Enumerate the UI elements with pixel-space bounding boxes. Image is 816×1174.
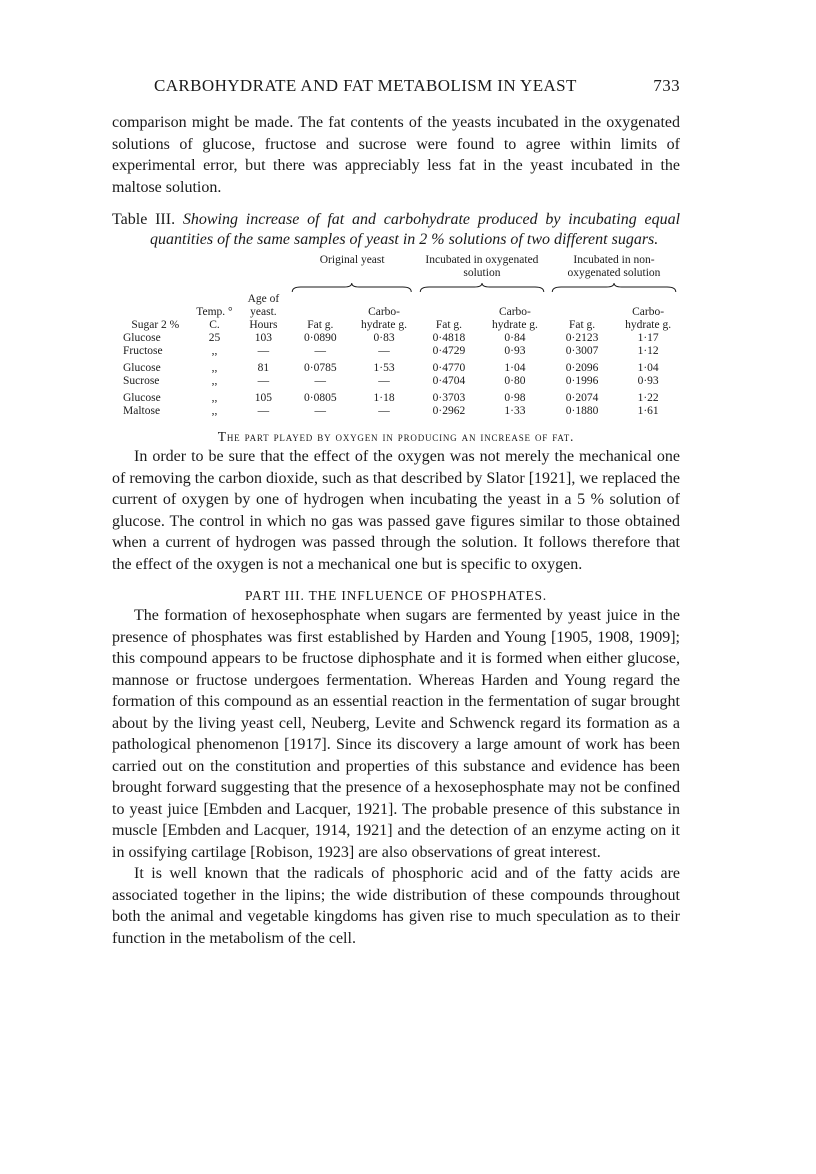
table-cell: 1·17 (637, 332, 659, 344)
table-cell: Glucose (123, 392, 161, 404)
table-cell: 0·3703 (432, 392, 466, 404)
table-cell: 81 (257, 362, 270, 374)
table-cell: 1·61 (637, 405, 659, 417)
brace-oxygenated (419, 282, 545, 293)
table-cell: — (314, 375, 327, 387)
table-body (120, 332, 680, 418)
table-cell: 25 (208, 332, 221, 344)
table-cell: 1·18 (373, 392, 395, 404)
table-cell: 0·2096 (565, 362, 599, 374)
col-carbo-original: Carbo-hydrate g. (361, 306, 408, 331)
table-cell: 1·53 (373, 362, 395, 374)
group-non-oxygenated: Incubated in non-oxygenated solution (567, 254, 661, 279)
table-column-header-row (120, 293, 680, 332)
brace-original (291, 282, 412, 293)
table-cell: 105 (254, 392, 273, 404)
table-cell: 103 (254, 332, 273, 344)
page-number: 733 (653, 76, 680, 95)
table-cell: 0·1996 (565, 375, 599, 387)
table-cell: — (257, 405, 270, 417)
col-carbo-non-oxygenated: Carbo-hydrate g. (625, 306, 672, 331)
section-heading-oxygen: The part played by oxygen in producing an increase of fat. (217, 429, 575, 444)
table-cell: 0·2962 (432, 405, 466, 417)
table-cell: 0·4704 (432, 375, 466, 387)
table-cell: 0·93 (504, 345, 526, 357)
group-oxygenated: Incubated in oxygenated solution (425, 254, 539, 279)
paragraph-3: The formation of hexosephosphate when sugars are fermented by yeast juice in the presence of phosphates was first established by Harden and Young [1905, 1908, 1909]; this compound appears to be fructose diphosphate and it is formed when either glucose, mannose or fructose undergoes fermentation. Whereas Harden and Young regard the formation of this compound as an essential reaction in the fermentation of sugar brought about by the living yeast cell, Neuberg, Levite and Schwenck regard its formation as a pathological phenomenon [1917]. Since its discovery a large amount of work has been carried out on the constitution and properties of this substance and evidence has been brought forward suggesting that the presence of a hexosephosphate may not be confined to yeast juice [Embden and Lacquer, 1921]. The probable presence of this substance in muscle [Embden and Lacquer, 1914, 1921] and the detection of an enzyme acting on it in ossifying cartilage [Robison, 1923] are also observations of great interest. (112, 607, 680, 861)
table-caption (112, 210, 680, 250)
table-cell: 0·98 (504, 392, 526, 404)
table-cell: 0·4770 (432, 362, 466, 374)
table-row (120, 332, 680, 345)
table-cell: — (314, 405, 327, 417)
table-cell: — (257, 345, 270, 357)
table-row (120, 388, 680, 405)
part-iii-heading: PART III. THE INFLUENCE OF PHOSPHATES. (244, 588, 547, 603)
table-cell: 0·83 (373, 332, 395, 344)
table-cell: 0·4818 (432, 332, 466, 344)
table-cell: 1·22 (637, 392, 659, 404)
table-cell: ,, (211, 362, 218, 374)
paragraph-2: In order to be sure that the effect of the oxygen was not merely the mechanical one of removing the carbon dioxide, such as that described by Slator [1921], we replaced the current of oxygen by one of hydrogen when incubating the yeast in a 5 % solution of glucose. The control in which no gas was passed gave figures similar to those obtained when a current of hydrogen was passed through the solution. It follows therefore that the effect of the oxygen is not a mechanical one but is specific to oxygen. (112, 448, 680, 573)
brace-non-oxygenated (551, 282, 677, 293)
table-cell: Glucose (123, 332, 161, 344)
brace-row (120, 280, 680, 293)
table-cell: 0·2074 (565, 392, 599, 404)
table-cell: 1·04 (637, 362, 659, 374)
table-cell: 0·2123 (565, 332, 599, 344)
col-fat-non-oxygenated: Fat g. (568, 319, 596, 331)
page (112, 76, 680, 949)
table-cell: Fructose (123, 345, 163, 357)
table-cell: 0·80 (504, 375, 526, 387)
col-carbo-oxygenated: Carbo-hydrate g. (491, 306, 538, 331)
table-row (120, 405, 680, 418)
table-label: Table III. (112, 211, 176, 228)
table-cell: 0·3007 (565, 345, 599, 357)
data-table (120, 254, 680, 418)
table-cell: 0·0785 (304, 362, 337, 374)
table-row (120, 345, 680, 358)
table-cell: — (378, 405, 390, 417)
col-fat-oxygenated: Fat g. (435, 319, 463, 331)
table-cell: Glucose (123, 362, 161, 374)
running-header (112, 76, 680, 104)
table-cell: ,, (211, 345, 218, 357)
table-cell: — (314, 345, 327, 357)
table-cell: — (378, 375, 390, 387)
table-group-header-row (120, 254, 680, 280)
col-fat-original: Fat g. (307, 319, 334, 331)
table-cell: 0·1880 (565, 405, 599, 417)
table-cell: 0·84 (504, 332, 526, 344)
paragraph-4: It is well known that the radicals of phosphoric acid and of the fatty acids are associated together in the lipins; the wide distribution of these compounds throughout both the animal and vegetable kingdoms has given rise to much speculation as to their function in the metabolism of the cell. (112, 865, 680, 947)
table-cell: Maltose (123, 405, 161, 417)
table-cell: 0·0890 (304, 332, 337, 344)
table-cell: 1·12 (637, 345, 659, 357)
table-row (120, 358, 680, 375)
table-cell: 1·33 (504, 405, 526, 417)
table-cell: — (378, 345, 390, 357)
table-cell: ,, (211, 392, 218, 404)
table-cell: 0·93 (637, 375, 659, 387)
table-cell: Sucrose (123, 375, 160, 387)
table-cell: 0·0805 (304, 392, 337, 404)
col-sugar: Sugar 2 % (131, 319, 180, 331)
col-temp: Temp. ° C. (196, 306, 233, 331)
col-age: Age of yeast. Hours (247, 293, 280, 331)
table-cell: 1·04 (504, 362, 526, 374)
table-cell: — (257, 375, 270, 387)
table-row (120, 375, 680, 388)
table-cell: 0·4729 (432, 345, 466, 357)
running-title: CARBOHYDRATE AND FAT METABOLISM IN YEAST (154, 76, 577, 95)
group-original: Original yeast (319, 254, 385, 266)
paragraph-1: comparison might be made. The fat contents of the yeasts incubated in the oxygenated solutions of glucose, fructose and sucrose were found to agree within limits of experimental error, but there was appreciably less fat in the yeast incubated in the maltose solution. (112, 114, 680, 196)
table-cell: ,, (211, 375, 218, 387)
table-caption-text: Showing increase of fat and carbohydrate produced by incubating equal quantities of the same samples of yeast in 2 % solutions of two different sugars. (150, 211, 681, 248)
table-cell: ,, (211, 405, 218, 417)
